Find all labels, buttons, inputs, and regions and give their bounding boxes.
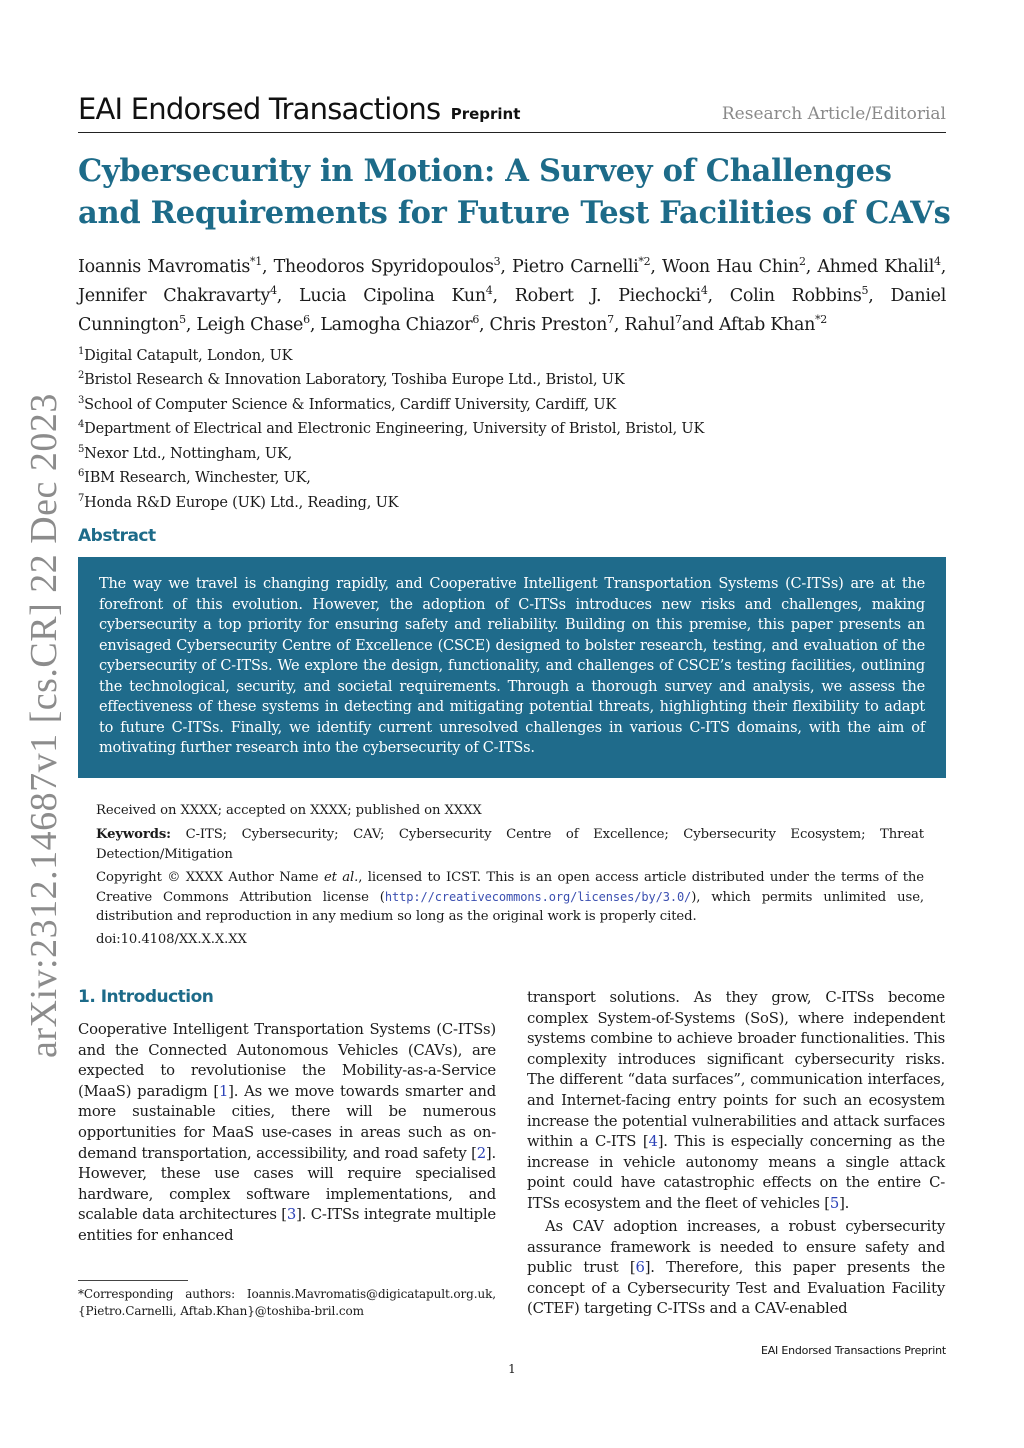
affiliation-number: 4 bbox=[78, 419, 85, 431]
paragraph-text: ]. As we move towards smarter and more sustainable cities, there will be numerous opportunities for MaaS use-cases in areas such as on-demand transportation, accessibility, and road safety [ bbox=[78, 1082, 496, 1162]
author-name: Lucia Cipolina Kun bbox=[299, 285, 486, 306]
journal-preprint-label: Preprint bbox=[450, 105, 521, 123]
affiliation-number: 1 bbox=[78, 346, 85, 357]
author-affiliation-mark: 5 bbox=[861, 283, 869, 297]
introduction-heading: 1. Introduction bbox=[78, 987, 214, 1007]
journal-header bbox=[78, 92, 946, 133]
author-name: Rahul bbox=[624, 314, 676, 335]
affiliation-text: Digital Catapult, London, UK bbox=[84, 347, 293, 364]
affiliation-text: Nexor Ltd., Nottingham, UK, bbox=[84, 445, 292, 462]
affiliation-text: School of Computer Science & Informatics, Cardiff University, Cardiff, UK bbox=[84, 396, 616, 413]
keywords bbox=[96, 825, 924, 864]
footnote-rule bbox=[78, 1280, 188, 1281]
author-name: Leigh Chase bbox=[196, 314, 304, 335]
publication-dates: Received on XXXX; accepted on XXXX; published on XXXX bbox=[96, 803, 482, 818]
affiliation-item bbox=[78, 440, 946, 464]
author-affiliation-mark: 4 bbox=[485, 283, 493, 297]
author-name: Daniel Cunnington bbox=[78, 285, 946, 335]
intro-paragraph-right-2 bbox=[527, 1217, 945, 1320]
author-affiliation-mark: *2 bbox=[815, 312, 828, 326]
affiliation-number: 5 bbox=[78, 443, 85, 455]
paragraph-text: Cooperative Intelligent Transportation Systems (C-ITSs) and the Connected Autonomous Vehicles (CAVs), are expected to revolutionise the Mobility-as-a-Service (MaaS) paradigm [ bbox=[78, 1021, 496, 1100]
citation-link[interactable]: 2 bbox=[476, 1144, 486, 1162]
author-name: Jennifer Chakravarty bbox=[78, 285, 271, 306]
abstract-heading: Abstract bbox=[78, 526, 156, 546]
author-name: Robert J. Piechocki bbox=[514, 285, 701, 306]
affiliation-number: 7 bbox=[78, 492, 85, 504]
keywords-text: C-ITS; Cybersecurity; CAV; Cybersecurity Centre of Excellence; Cybersecurity Ecosystem; Threat Detection/Mitigation bbox=[96, 827, 925, 862]
paragraph-text: ]. bbox=[839, 1194, 850, 1212]
abstract-box bbox=[78, 557, 946, 778]
author-affiliation-mark: *2 bbox=[638, 255, 651, 268]
author-name: Aftab Khan bbox=[719, 314, 816, 335]
intro-paragraph-left bbox=[78, 1020, 496, 1247]
paragraph-text: As CAV adoption increases, a robust cybersecurity assurance framework is needed to ensure safety and public trust [ bbox=[527, 1218, 945, 1277]
arxiv-identifier-stamp: arXiv:2312.14687v1 [cs.CR] 22 Dec 2023 bbox=[23, 393, 65, 1058]
author-name: Chris Preston bbox=[489, 314, 608, 335]
author-affiliation-mark: *1 bbox=[250, 255, 262, 268]
copyright-notice: Copyright © XXXX Author Name et al., licensed to ICST. This is an open access article distributed under the terms of the Creative Commons Attribution license (http://creativecommons.org/licenses/by/3.0/), which permits unlimited use, distribution and reproduction in any medium so long as the original work is properly cited. bbox=[96, 870, 924, 924]
affiliation-number: 2 bbox=[78, 370, 85, 382]
affiliation-text: Bristol Research & Innovation Laboratory, Toshiba Europe Ltd., Bristol, UK bbox=[84, 372, 625, 389]
author-name: Ahmed Khalil bbox=[817, 256, 935, 277]
affiliation-item bbox=[78, 366, 946, 390]
affiliation-item bbox=[78, 489, 946, 513]
journal-name: EAI Endorsed Transactions Preprint bbox=[78, 92, 521, 126]
author-name: Pietro Carnelli bbox=[512, 256, 639, 277]
doi: doi:10.4108/XX.X.X.XX bbox=[96, 932, 247, 947]
author-affiliation-mark: 6 bbox=[472, 312, 480, 326]
affiliation-item bbox=[78, 415, 946, 439]
affiliation-text: IBM Research, Winchester, UK, bbox=[84, 469, 311, 486]
author-name: Lamogha Chiazor bbox=[320, 314, 473, 335]
paragraph-text: ]. This is especially concerning as the increase in vehicle autonomy means a single attack point could have catastrophic effects on the entire C-ITSs ecosystem and the fleet of vehicles [ bbox=[527, 1133, 945, 1212]
affiliation-number: 3 bbox=[78, 394, 85, 406]
author-affiliation-mark: 3 bbox=[493, 255, 501, 268]
citation-link[interactable]: 6 bbox=[635, 1259, 645, 1277]
paper-title: Cybersecurity in Motion: A Survey of Challenges and Requirements for Future Test Facilities of CAVs bbox=[78, 153, 951, 231]
citation-link[interactable]: 4 bbox=[648, 1133, 658, 1151]
author-affiliation-mark: 4 bbox=[270, 283, 277, 297]
affiliation-list bbox=[78, 342, 946, 513]
author-list: Ioannis Mavromatis$^{*1}$, Theodoros Spyridopoulos$^3$, Pietro Carnelli$^{*2}$, Woon Hau Chin$^2$, Ahmed Khalil$^4$, Jennifer Chakravarty$^4$, Lucia Cipolina Kun$^4$, Robert J. Piechocki$^4$, Colin Robbins$^5$, Daniel Cunnington$^5$, Leigh Chase$^6$, Lamogha Chiazor$^6$, Chris Preston$^7$, Rahul$^7$and Aftab Khan$^{*2}$ bbox=[78, 255, 946, 335]
license-link[interactable]: http://creativecommons.org/licenses/by/3.0/ bbox=[384, 889, 692, 904]
paragraph-text: ]. C-ITSs integrate multiple entities for enhanced bbox=[78, 1206, 496, 1244]
paragraph-text: transport solutions. As they grow, C-ITSs become complex System-of-Systems (SoS), where independent systems combine to achieve broader functionalities. This complexity introduces significant cybersecurity risks. The different “data surfaces”, communication interfaces, and Internet-facing entry points for such an ecosystem increase the potential vulnerabilities and attack surfaces within a C-ITS [ bbox=[527, 989, 945, 1151]
affiliation-item bbox=[78, 391, 946, 415]
author-name: Woon Hau Chin bbox=[661, 256, 799, 277]
affiliation-item bbox=[78, 342, 946, 366]
author-affiliation-mark: 5 bbox=[179, 312, 186, 326]
page-number: 1 bbox=[508, 1362, 516, 1376]
affiliation-item bbox=[78, 464, 946, 488]
author-affiliation-mark: 6 bbox=[303, 312, 310, 326]
citation-link[interactable]: 3 bbox=[286, 1206, 297, 1224]
paragraph-text: ]. Therefore, this paper presents the concept of a Cybersecurity Test and Evaluation Facility (CTEF) targeting C-ITSs and a CAV-enabled bbox=[527, 1259, 945, 1318]
affiliation-text: Department of Electrical and Electronic Engineering, University of Bristol, Bristol, UK bbox=[84, 421, 705, 438]
author-affiliation-mark: 7 bbox=[607, 312, 614, 326]
citation-link[interactable]: 5 bbox=[829, 1194, 840, 1212]
citation-link[interactable]: 1 bbox=[218, 1082, 229, 1100]
affiliation-text: Honda R&D Europe (UK) Ltd., Reading, UK bbox=[84, 494, 399, 511]
author-affiliation-mark: 4 bbox=[934, 255, 941, 268]
article-type: Research Article/Editorial bbox=[721, 104, 946, 124]
affiliation-number: 6 bbox=[78, 468, 85, 480]
author-affiliation-mark: 2 bbox=[799, 255, 806, 268]
author-name: Colin Robbins bbox=[729, 285, 862, 306]
paragraph-text: ]. However, these use cases will require specialised hardware, complex software implementations, and scalable data architectures [ bbox=[78, 1144, 496, 1224]
author-name: Ioannis Mavromatis bbox=[78, 256, 251, 277]
corresponding-authors-footnote: *Corresponding authors: Ioannis.Mavromatis@digicatapult.org.uk, {Pietro.Carnelli, Aftab.Khan}@toshiba-bril.com bbox=[78, 1287, 496, 1318]
footer-journal-name: EAI Endorsed Transactions Preprint bbox=[760, 1344, 946, 1357]
intro-paragraph-right-1 bbox=[527, 988, 945, 1215]
keywords-label: Keywords: bbox=[96, 827, 171, 842]
author-affiliation-mark: 4 bbox=[700, 283, 708, 297]
abstract-text: The way we travel is changing rapidly, and Cooperative Intelligent Transportation Systems (C-ITSs) are at the forefront of this evolution. However, the adoption of C-ITSs introduces new risks and challenges, making cybersecurity a top priority for ensuring safety and reliability. Building on this premise, this paper presents an envisaged Cybersecurity Centre of Excellence (CSCE) designed to bolster research, testing, and evaluation of the cybersecurity of C-ITSs. We explore the design, functionality, and challenges of CSCE’s testing facilities, outlining the technological, security, and societal requirements. Through a thorough survey and analysis, we assess the effectiveness of these systems in detecting and mitigating potential threats, highlighting their flexibility to adapt to future C-ITSs. Finally, we identify current unresolved challenges in various C-ITS domains, with the aim of motivating further research into the cybersecurity of C-ITSs. bbox=[99, 576, 925, 756]
author-affiliation-mark: 7 bbox=[675, 312, 682, 326]
author-name: Theodoros Spyridopoulos bbox=[273, 256, 494, 277]
